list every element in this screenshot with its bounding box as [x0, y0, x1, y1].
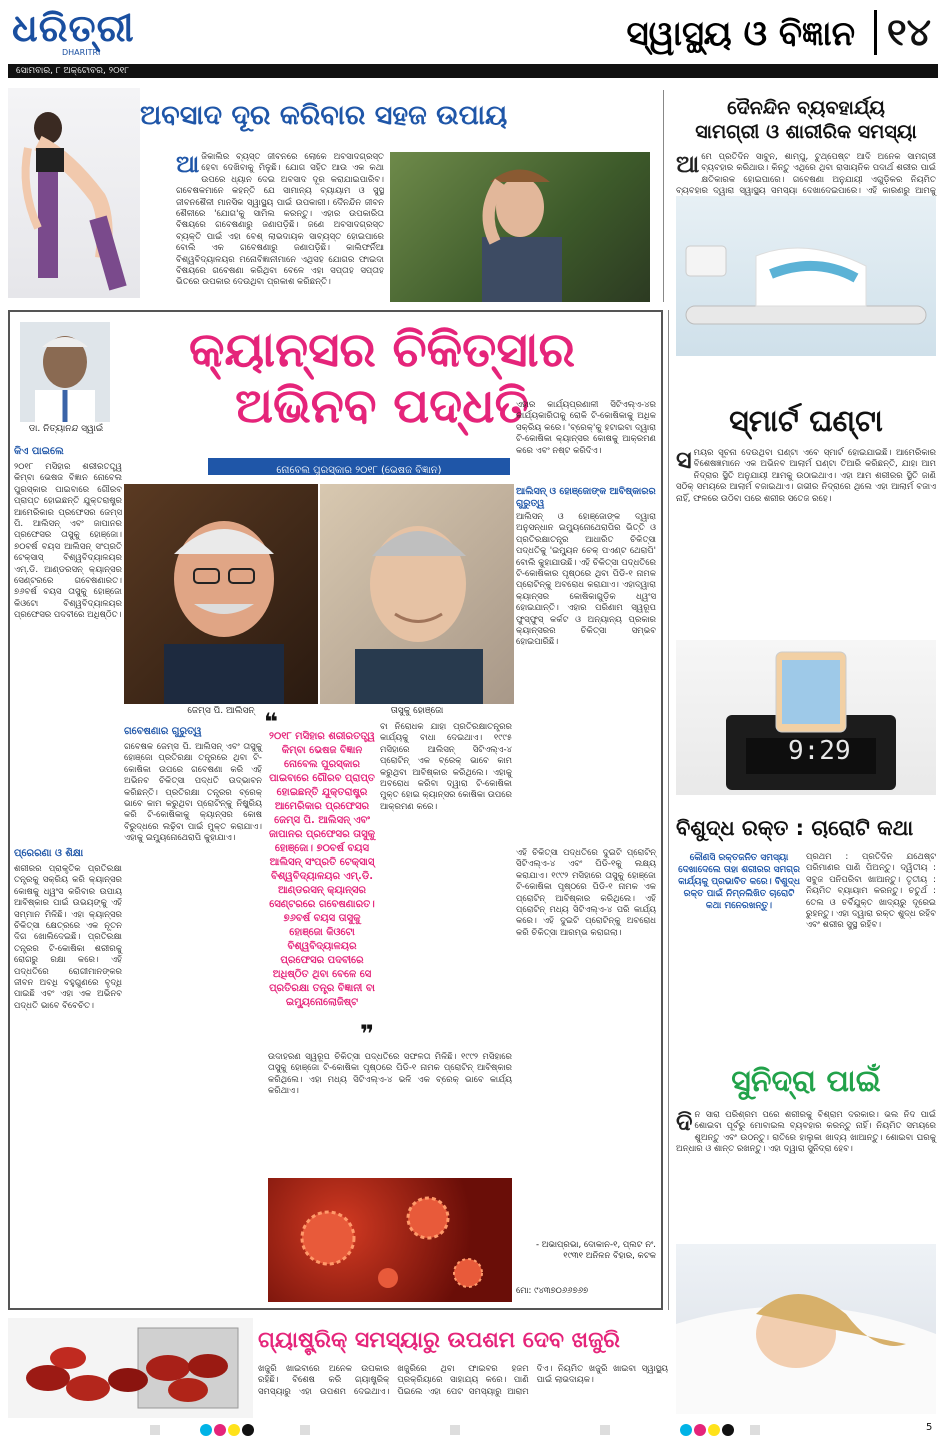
print-swatch [450, 1425, 460, 1435]
smart-clock-headline: ସ୍ମାର୍ଟ ଘଣ୍ଟା [729, 404, 883, 439]
nobel-banner [208, 458, 510, 475]
logo-text: ଧରିତ୍ରୀ [12, 6, 135, 50]
depression-body [176, 152, 384, 302]
registration-marks [0, 1424, 945, 1437]
cmyk-dot-black [722, 1424, 734, 1436]
smart-clock-text: ମୟର ସୂଚନା ଦେଉଥିବା ଘଣ୍ଟା ଏବେ ସ୍ମାର୍ଟ ହୋଇଯାଇଛି। ଆମେରିକାର ବିଶେଷଜ୍ଞମାନେ ଏକ ଅଭିନବ ଆଲାର୍ମ ଘଣ୍ଟା ତିଆରି କରିଛନ୍ତି, ଯାହା ଆମ ନିଦ୍ରାର ସ୍ଥିତି ଅନୁଯାୟୀ ଆମକୁ ଉଠାଇଥାଏ। ଏହା ଆମ ଶରୀରର ସ୍ଥିତି ଜାଣି ସଠିକ୍ ସମୟରେ ଆଲାର୍ମ ବଜାଇଥାଏ। ଗଭୀର ନିଦ୍ରାରେ ଥିଲେ ଏହା ଆଲାର୍ମ ବଜାଏ ନାହିଁ, ଫଳରେ ଉଠିବା ପରେ ଶରୀର ସତେଜ ରହେ। [676, 448, 936, 504]
cmyk-dot-yellow [708, 1424, 720, 1436]
blood-headline: ବିଶୁଦ୍ଧ ରକ୍ତ : ଚାରୋଟି କଥା [676, 816, 914, 840]
cmyk-dot-cyan [200, 1424, 212, 1436]
col3-heading: ଆଲିସନ୍ ଓ ହୋଞ୍ଜୋଙ୍କ ଆବିଷ୍କାରର ଗୁରୁତ୍ୱ [516, 486, 656, 509]
logo-subtitle: DHARITRI [62, 48, 101, 57]
depression-text: ଜିକାଲିର ବ୍ୟସ୍ତ ଜୀବନରେ ଲୋକେ ଅବସାଦଗ୍ରସ୍ତ ହେବା ଦେଖିବାକୁ ମିଳୁଛି। ଯୋଗ ସହିତ ଆଉ ଏକ କଥା ଉପରେ ଧ୍ୟାନ ଦେଇ ଅବସାଦ ଦୂର କରାଯାଇପାରିବ। ଗବେଷକମାନେ କହନ୍ତି ଯେ ସାମାନ୍ୟ ବ୍ୟାୟାମ ଓ ସୁସ୍ଥ ଜୀବନଶୈଳୀ ମାନସିକ ସ୍ୱାସ୍ଥ୍ୟ ପାଇଁ ଉପକାରୀ। ଦୈନନ୍ଦିନ ଜୀବନ ଶୈଳୀରେ 'ଯୋଗ'କୁ ସାମିଲ କରନ୍ତୁ। ଏହାର ଉପକାରିତା ବିଷୟରେ ଗବେଷଣାରୁ ଜଣାପଡ଼ିଛି। ଜଣେ ଅବସାଦଗ୍ରସ୍ତ ବ୍ୟକ୍ତି ପାଇଁ ଏହା ବେଶ୍ ଲାଭଦାୟକ ସାବ୍ୟସ୍ତ ହୋଇପାରେ ବୋଲି ଏକ ଗବେଷଣାରୁ ଜଣାପଡ଼ିଛି। କାଲିଫର୍ନିଆ ବିଶ୍ୱବିଦ୍ୟାଳୟର ମନୋବିଜ୍ଞାନୀମାନେ ଏଥିସହ ଯୋଗର ଫାଇଦା ବିଷୟରେ ଗବେଷଣା କରିଥିବା ବେଳେ ଏହା ସପ୍ତାହ ସପ୍ତାହ ଭିତରେ ଉପକାର ଦେଉଥିବା ପ୍ରକାଶ କରିଛନ୍ତି। [176, 152, 384, 288]
author-photo [20, 322, 110, 422]
sleep-body [676, 1110, 936, 1240]
pull-quote [268, 730, 376, 1020]
folio-number: 5 [926, 1422, 933, 1433]
cancer-headline-line2: ଅଭିନବ ପଦ୍ଧତି [235, 378, 529, 434]
right-column-divider [668, 310, 669, 1310]
clock-display-time: 9:29 [788, 736, 851, 766]
col1-heading: କିଏ ପାଇଲେ [14, 446, 64, 457]
cmyk-dot-black [242, 1424, 254, 1436]
allison-caption: ଜେମ୍ସ ପି. ଆଲିସନ୍ [187, 706, 255, 716]
issue-date: ସୋମବାର, ୮ ଅକ୍ଟୋବର, ୨୦୧୮ [16, 66, 130, 76]
cmyk-dot-yellow [228, 1424, 240, 1436]
smart-clock-body [676, 448, 936, 638]
depression-dropcap: ଆ [176, 150, 200, 178]
cmyk-dot-magenta [214, 1424, 226, 1436]
col1-body-2: ଶରୀରର ପ୍ରାକୃତିକ ପ୍ରତିରକ୍ଷା ତନ୍ତ୍ରକୁ ସକ୍ରିୟ କରି କ୍ୟାନ୍‌ସର କୋଷକୁ ଧ୍ୱଂସ କରିବାର ଉପାୟ ଆବିଷ୍କାର ପାଇଁ ଉଭୟଙ୍କୁ ଏହି ସମ୍ମାନ ମିଳିଛି। ଏହା କ୍ୟାନ୍‌ସର ଚିକିତ୍ସା କ୍ଷେତ୍ରରେ ଏକ ନୂତନ ଦିଗ ଖୋଲିଦେଇଛି। ପ୍ରତିରକ୍ଷା ତନ୍ତ୍ରର ଟି-କୋଷିକା ଶରୀରକୁ ରୋଗରୁ ରକ୍ଷା କରେ। ଏହି ପଦ୍ଧତିରେ ରୋଗୀମାନଙ୍କର ଜୀବନ ଅବଧି ବହୁଗୁଣରେ ବୃଦ୍ଧି ପାଇଛି ଏବଂ ଏହା ଏକ ଅଭିନବ ପଦ୍ଧତି ଭାବେ ବିବେଚିତ। [14, 864, 122, 1011]
quote-mark-open: ❝ [264, 708, 279, 736]
essentials-headline-line1: ଦୈନନ୍ଦିନ ବ୍ୟବହାର୍ଯ୍ୟ [727, 97, 885, 119]
essentials-dropcap: ଆ [676, 150, 700, 178]
blood-lead: କୌଣସି ରକ୍ତଜନିତ ସମସ୍ୟା ଦେଖାଦେଲେ ତାହା ଶରୀରର ସମଗ୍ର କାର୍ଯ୍ୟକୁ ପ୍ରଭାବିତ କରେ। ବିଶୁଦ୍ଧ ରକ୍ତ ପାଇଁ ନିମ୍ନଲିଖିତ ଚାରୋଟି କଥା ମନେରଖନ୍ତୁ। [678, 853, 800, 911]
print-swatch [300, 1425, 310, 1435]
date-bar [8, 64, 938, 78]
print-swatch [600, 1425, 610, 1435]
col3-body: ଏହାର କାର୍ଯ୍ୟପ୍ରଣାଳୀ ସିଟିଏଲ୍ଏ-୪ର କାର୍ଯ୍ୟକାରିତାକୁ ରୋକି ଟି-କୋଷିକାକୁ ଅଧିକ ସକ୍ରିୟ କରେ। 'ବ୍ରେକ୍'କୁ ହଟାଇବା ଦ୍ୱାରା ଟି-କୋଷିକା କ୍ୟାନ୍‌ସର କୋଷକୁ ଆକ୍ରମଣ କରେ ଏବଂ ନଷ୍ଟ କରିଦିଏ। [516, 400, 656, 456]
print-swatch [150, 1425, 160, 1435]
author-phone: ମୋ: ୯୪୩୭୦୬୬୭୬୭ [516, 1286, 589, 1296]
section-title: ସ୍ୱାସ୍ଥ୍ୟ ଓ ବିଜ୍ଞାନ [626, 14, 855, 54]
smart-clock-dropcap: ସ [676, 446, 692, 474]
smart-clock-photo [676, 640, 936, 795]
print-swatch [750, 1425, 760, 1435]
col1-heading-2: ପ୍ରେରଣା ଓ ଶିକ୍ଷା [14, 848, 84, 859]
column-divider [663, 90, 664, 302]
blood-body: ପ୍ରଥମ : ପ୍ରତିଦିନ ଯଥେଷ୍ଟ ପରିମାଣର ପାଣି ପିଅନ୍ତୁ। ଦ୍ୱିତୀୟ : ସବୁଜ ପନିପରିବା ଖାଆନ୍ତୁ। ତୃତୀୟ : ନିୟମିତ ବ୍ୟାୟାମ କରନ୍ତୁ। ଚତୁର୍ଥ : ତେଲ ଓ ଚର୍ବିଯୁକ୍ତ ଖାଦ୍ୟରୁ ଦୂରେଇ ରୁହନ୍ତୁ। ଏହା ଦ୍ୱାରା ରକ୍ତ ଶୁଦ୍ଧ ରହିବ ଏବଂ ଶରୀର ସୁସ୍ଥ ରହିବ। [806, 852, 936, 931]
virus-photo [268, 1178, 512, 1302]
yoga-photo [8, 88, 140, 298]
essentials-text: ମେ ପ୍ରତିଦିନ ସାବୁନ, ଶାମ୍ପୁ, ଟୁଥ୍‌ପେଷ୍ଟ ଆଦି ଅନେକ ସାମଗ୍ରୀ ବ୍ୟବହାର କରିଥାଉ। କିନ୍ତୁ ଏଥିରେ ଥିବା ରାସାୟନିକ ପଦାର୍ଥ ଶରୀର ପାଇଁ କ୍ଷତିକାରକ ହୋଇପାରେ। ଗବେଷଣା ଅନୁଯାୟୀ ଏଗୁଡ଼ିକର ନିୟମିତ ବ୍ୟବହାର ଦ୍ୱାରା ସ୍ୱାସ୍ଥ୍ୟ ସମସ୍ୟା ଦେଖାଦେଇପାରେ। ଏହି କାରଣରୁ ଆମକୁ [676, 152, 936, 197]
essentials-headline-line2: ସାମଗ୍ରୀ ଓ ଶାରୀରିକ ସମସ୍ୟା [695, 121, 917, 143]
essentials-body [676, 152, 936, 196]
sleeping-woman-photo [676, 1244, 936, 1414]
toothbrush-photo [676, 196, 936, 356]
dates-photo [8, 1318, 253, 1418]
sleep-dropcap: ଦି [676, 1108, 693, 1136]
stressed-man-photo [390, 152, 650, 302]
cmyk-dot-cyan [680, 1424, 692, 1436]
col2-body: ଗବେଷକ ଜେମ୍ସ ପି. ଆଲିସନ୍ ଏବଂ ତାସୁକୁ ହୋଞ୍ଜୋ ପ୍ରତିରକ୍ଷା ତନ୍ତ୍ରରେ ଥିବା ଟି-କୋଷିକା ଉପରେ ଗବେଷଣା କରି ଏହି ଅଭିନବ ଚିକିତ୍ସା ପଦ୍ଧତି ଉଦ୍ଭାବନ କରିଛନ୍ତି। ପ୍ରତିରକ୍ଷା ତନ୍ତ୍ରର ବ୍ରେକ୍ ଭାବେ କାମ କରୁଥିବା ପ୍ରୋଟିନ୍‌କୁ ନିଷ୍କ୍ରିୟ କରି ଟି-କୋଷିକାକୁ କ୍ୟାନ୍‌ସର କୋଷ ବିରୁଦ୍ଧରେ ଲଢ଼ିବା ପାଇଁ ମୁକ୍ତ କରାଯାଏ। ଏହାକୁ ଇମ୍ୟୁନୋଥେରାପି କୁହାଯାଏ। [124, 742, 262, 844]
page-number: ୧୪ [874, 10, 931, 55]
honjo-photo [320, 484, 514, 704]
depression-headline: ଅବସାଦ ଦୂର କରିବାର ସହଜ ଉପାୟ [140, 100, 508, 131]
cmyk-dot-magenta [694, 1424, 706, 1436]
col4-body-2: ଉଦାହରଣ ସ୍ୱରୂପ ଚିକିତ୍ସା ପଦ୍ଧତିରେ ସଫଳତା ମିଳିଛି। ୧୯୯୨ ମସିହାରେ ତାସୁକୁ ହୋଞ୍ଜୋ ଟି-କୋଷିକା ପୃଷ୍ଠରେ ପିଡି-୧ ନାମକ ପ୍ରୋଟିନ୍ ଆବିଷ୍କାର କରିଥିଲେ। ଏହା ମଧ୍ୟ ସିଟିଏଲ୍ଏ-୪ ଭଳି ଏକ ବ୍ରେକ୍ ଭାବେ କାର୍ଯ୍ୟ କରିଥାଏ। [268, 1052, 512, 1097]
quote-mark-close: ❞ [360, 1020, 375, 1048]
dates-body: ଖଜୁରି ଖାଇବାରେ ଅନେକ ଉପକାର ରହିଛି। ବିଶେଷ କରି ଗ୍ୟାଷ୍ଟ୍ରିକ୍ ସମସ୍ୟାରୁ ଏହା ଉପଶମ ଦେଇଥାଏ। ଖଜୁରିରେ ଥିବା ଫାଇବର ହଜମ ପ୍ରକ୍ରିୟାରେ ସାହାଯ୍ୟ କରେ। ପାଣି ପିଇଲେ ଏହା ପେଟ ସମସ୍ୟାରୁ ଆରାମ ଦିଏ। ନିୟମିତ ଖଜୁରି ଖାଇବା ସ୍ୱାସ୍ଥ୍ୟ ପାଇଁ ଲାଭଦାୟକ। [258, 1364, 668, 1397]
sleep-text: ନ ସାରା ପରିଶ୍ରମ ପରେ ଶରୀରକୁ ବିଶ୍ରାମ ଦରକାର। ଭଲ ନିଦ ପାଇଁ ଶୋଇବା ପୂର୍ବରୁ ମୋବାଇଲ ବ୍ୟବହାର କରନ୍ତୁ ନାହିଁ। ନିୟମିତ ସମୟରେ ଶୁଅନ୍ତୁ ଏବଂ ଉଠନ୍ତୁ। ରାତିରେ ହାଲୁକା ଖାଦ୍ୟ ଖାଆନ୍ତୁ। ଶୋଇବା ଘରକୁ ଅନ୍ଧାର ଓ ଶାନ୍ତ ରଖନ୍ତୁ। ଏହା ଦ୍ୱାରା ସୁନିଦ୍ରା ହେବ। [676, 1110, 936, 1155]
nobel-banner-text: ନୋବେଲ ପୁରସ୍କାର ୨୦୧୮ (ଭେଷଜ ବିଜ୍ଞାନ) [276, 465, 442, 476]
cancer-headline-line1: କ୍ୟାନ୍‌ସର ଚିକିତ୍ସାର [189, 322, 575, 378]
dates-headline: ଗ୍ୟାଷ୍ଟ୍ରିକ୍ ସମସ୍ୟାରୁ ଉପଶମ ଦେବ ଖଜୁରି [258, 1328, 620, 1353]
col3-body-3: ଏହି ଚିକିତ୍ସା ପଦ୍ଧତିରେ ଦୁଇଟି ପ୍ରୋଟିନ୍ ସିଟିଏଲ୍ଏ-୪ ଏବଂ ପିଡି-୧କୁ ଲକ୍ଷ୍ୟ କରାଯାଏ। ୧୯୯୨ ମସିହାରେ ତାସୁକୁ ହୋଞ୍ଜୋ ଟି-କୋଷିକା ପୃଷ୍ଠରେ ପିଡି-୧ ନାମକ ଏକ ପ୍ରୋଟିନ୍ ଆବିଷ୍କାର କରିଥିଲେ। ଏହି ପ୍ରୋଟିନ୍ ମଧ୍ୟ ସିଟିଏଲ୍ଏ-୪ ପରି କାର୍ଯ୍ୟ କରେ। ଏହି ଦୁଇଟି ପ୍ରୋଟିନ୍‌କୁ ଅବରୋଧ କରି ଚିକିତ୍ସା ଆରମ୍ଭ କରାଗଲା। [516, 848, 656, 938]
pull-quote-text: ୨୦୧୮ ମସିହାର ଶରୀରତତ୍ତ୍ୱ କିମ୍ବା ଭେଷଜ ବିଜ୍ଞାନ ନୋବେଲ ପୁରସ୍କାର ପାଇବାରେ ଗୌରବ ପ୍ରାପ୍ତ ହୋଇଛନ୍ତି ଯୁକ୍ତରାଷ୍ଟ୍ର ଆମେରିକାର ପ୍ରଫେସର ଜେମ୍ସ ପି. ଆଲିସନ୍ ଏବଂ ଜାପାନର ପ୍ରଫେସର ତାସୁକୁ ହୋଞ୍ଜୋ। ୭୦ବର୍ଷ ବୟସ ଆଲିସନ୍ ସଂପ୍ରତି ଟେକ୍ସାସ୍ ବିଶ୍ୱବିଦ୍ୟାଳୟର ଏମ୍.ଡି. ଆଣ୍ଡରସନ୍ କ୍ୟାନ୍‌ସର ସେଣ୍ଟରରେ ଗବେଷଣାରତ। ୭୬ବର୍ଷ ବୟସ ତାସୁକୁ ହୋଞ୍ଜୋ କିଓଟୋ ବିଶ୍ୱବିଦ୍ୟାଳୟର ପ୍ରଫେସର ପଦବୀରେ ଅଧିଷ୍ଠିତ ଥିବା ବେଳେ ସେ ପ୍ରତିରକ୍ଷା ତନ୍ତ୍ର ବିଜ୍ଞାନୀ ବା ଇମ୍ୟୁନୋଲୋଜିଷ୍ଟ [268, 731, 375, 1008]
essentials-headline [678, 96, 934, 144]
col4-body: ବା ନିରୋଧକ ଯାହା ପ୍ରତିରକ୍ଷାତନ୍ତ୍ରର କାର୍ଯ୍ୟକୁ ବାଧା ଦେଇଥାଏ। ୧୯୯୫ ମସିହାରେ ଆଲିସନ୍ ସିଟିଏଲ୍ଏ-୪ ପ୍ରୋଟିନ୍ ଏକ ବ୍ରେକ୍ ଭାବେ କାମ କରୁଥିବା ଆବିଷ୍କାର କରିଥିଲେ। ଏହାକୁ ଅବରୋଧ କରିବା ଦ୍ୱାରା ଟି-କୋଷିକା ମୁକ୍ତ ହୋଇ କ୍ୟାନ୍‌ସର କୋଷିକା ଉପରେ ଆକ୍ରମଣ କରେ। [380, 722, 512, 812]
col1-body: ୨୦୧୮ ମସିହାର ଶରୀରତତ୍ତ୍ୱ କିମ୍ବା ଭେଷଜ ବିଜ୍ଞାନ ନୋବେଲ ପୁରସ୍କାର ପାଇବାରେ ଗୌରବ ପ୍ରାପ୍ତ ହୋଇଛନ୍ତି ଯୁକ୍ତରାଷ୍ଟ୍ର ଆମେରିକାର ପ୍ରଫେସର ଜେମ୍ସ ପି. ଆଲିସନ୍ ଏବଂ ଜାପାନର ପ୍ରଫେସର ତାସୁକୁ ହୋଞ୍ଜୋ। ୭୦ବର୍ଷ ବୟସ ଆଲିସନ୍ ସଂପ୍ରତି ଟେକ୍ସାସ୍ ବିଶ୍ୱବିଦ୍ୟାଳୟର ଏମ୍.ଡି. ଆଣ୍ଡରସନ୍ କ୍ୟାନ୍‌ସର ସେଣ୍ଟରରେ ଗବେଷଣାରତ। ୭୬ବର୍ଷ ବୟସ ତାସୁକୁ ହୋଞ୍ଜୋ କିଓଟୋ ବିଶ୍ୱବିଦ୍ୟାଳୟର ପ୍ରଫେସର ପଦବୀରେ ଅଧିଷ୍ଠିତ। [14, 462, 122, 621]
masthead-logo[interactable] [12, 6, 135, 63]
col2-heading: ଗବେଷଣାର ଗୁରୁତ୍ୱ [124, 726, 202, 737]
allison-photo [124, 484, 318, 704]
sleep-headline: ସୁନିଦ୍ରା ପାଇଁ [731, 1064, 881, 1099]
honjo-caption: ତାସୁକୁ ହୋଞ୍ଜୋ [390, 706, 444, 716]
col3-body-2: ଆଲିସନ୍ ଓ ହୋଞ୍ଜୋଙ୍କ ଦ୍ୱାରା ଅନୁସନ୍ଧାନ ଇମ୍ୟୁନୋଥେରାପିର ଭିତ୍ତି ଓ ପ୍ରତିରକ୍ଷାତନ୍ତ୍ର ଆଧାରିତ ଚିକିତ୍ସା ପଦ୍ଧତିକୁ 'ଇମ୍ୟୁନ ଚେକ୍ ପଏଣ୍ଟ ଥେରାପି' ବୋଲି କୁହାଯାଉଛି। ଏହି ଚିକିତ୍ସା ପଦ୍ଧତିରେ ଟି-କୋଷିକାର ପୃଷ୍ଠରେ ଥିବା ପିଡି-୧ ନାମକ ପ୍ରୋଟିନ୍‌କୁ ଅବରୋଧ କରାଯାଏ। ଏହାଦ୍ୱାରା କ୍ୟାନ୍‌ସର କୋଷିକାଗୁଡ଼ିକ ଧ୍ୱଂସ ହୋଇଯାନ୍ତି। ଏହାର ପରିଣାମ ସ୍ୱରୂପ ଫୁସ୍‌ଫୁସ୍ କର୍କଟ ଓ ଅନ୍ୟାନ୍ୟ ପ୍ରକାର କ୍ୟାନ୍‌ସରର ଚିକିତ୍ସା ସମ୍ଭବ ହୋଇପାରିଛି। [516, 512, 656, 648]
author-name: ଡା. ନିତ୍ୟାନନ୍ଦ ସ୍ୱାଇଁ [28, 424, 104, 434]
author-byline: - ଅଭାପ୍ରଭା, ଦୋକାନ-୧, ପ୍ଲଟ ନଂ. ୧୯୩୧ ଅନିଳନ ବିହାର, କଟକ [535, 1240, 656, 1261]
